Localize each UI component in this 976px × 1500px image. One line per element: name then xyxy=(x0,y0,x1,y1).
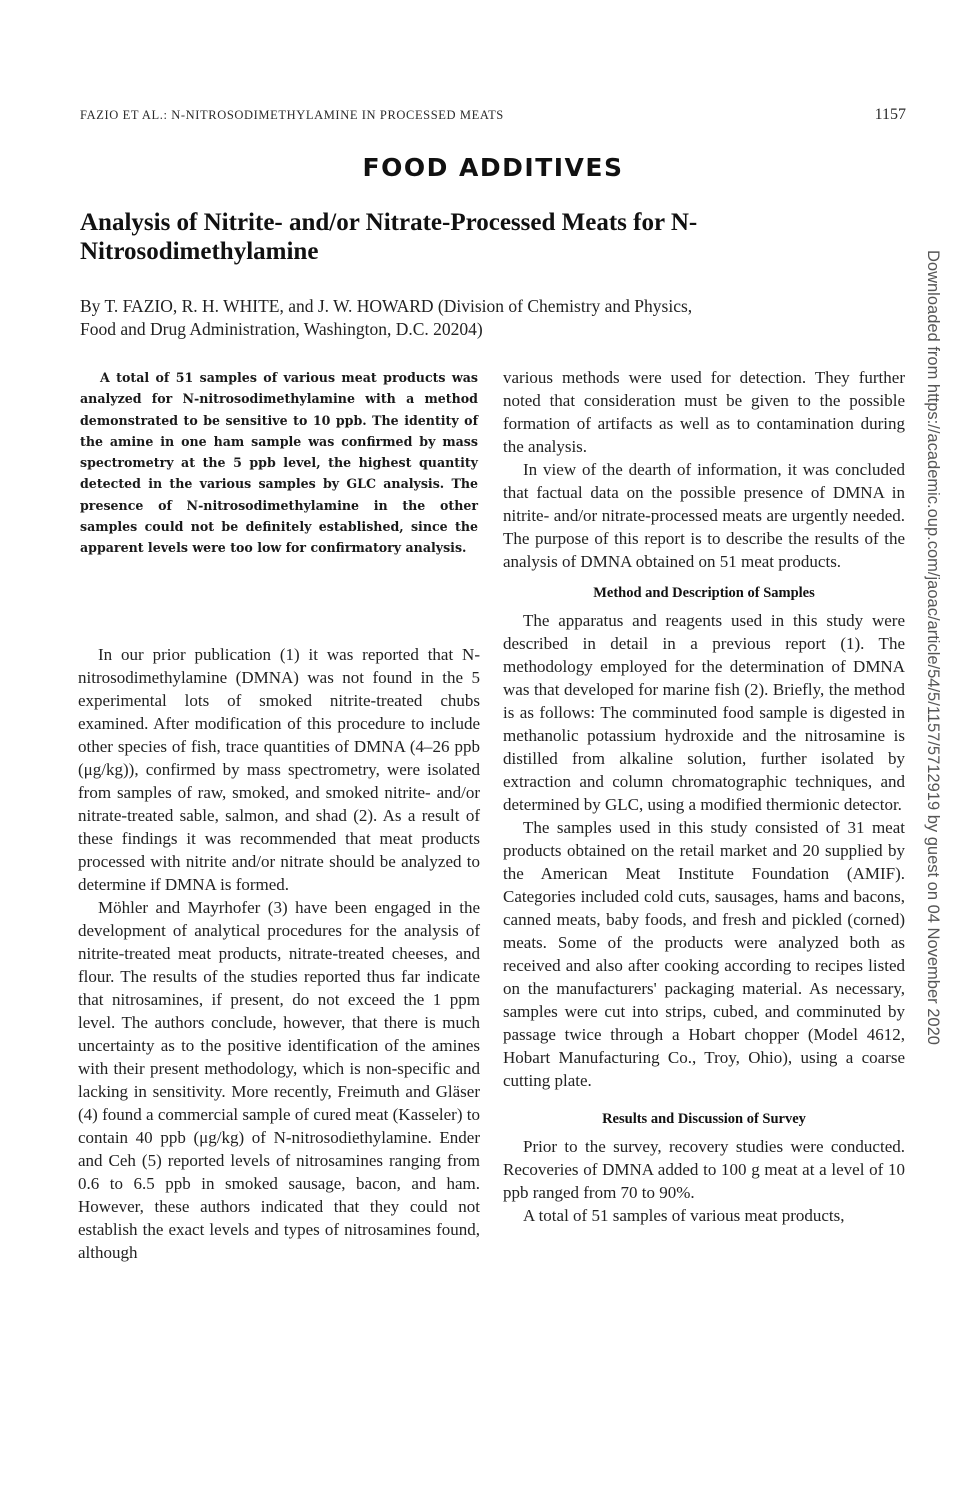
paragraph: In our prior publication (1) it was reported that N-nitrosodimethylamine (DMNA) was not found in the 5 experimental lots of smoked nitrite-treated chubs examined. After modification of this procedure to include other species of fish, trace quantities of DMNA (4–26 ppb (μg/kg)), confirmed by mass spectrometry, were isolated from samples of raw, smoked, and smoked nitrite- and/or nitrate-treated sable, salmon, and shad (2). As a result of these findings it was recommended that meat products processed with nitrite and/or nitrate should be analyzed to determine if DMNA is formed. xyxy=(78,645,480,894)
running-head-text: FAZIO ET AL.: N-NITROSODIMETHYLAMINE IN PROCESSED MEATS xyxy=(80,108,504,122)
left-column xyxy=(78,643,480,1264)
paragraph: A total of 51 samples of various meat products, xyxy=(523,1206,845,1225)
paragraph: various methods were used for detection. They further noted that consideration must be given to the possible formation of artifacts as well as to contamination during the analysis. xyxy=(503,368,905,456)
paragraph: The samples used in this study consisted of 31 meat products obtained on the retail market and 20 supplied by the American Meat Institute Foundation (AMIF). Categories included cold cuts, sausages, hams and bacons, canned meats, baby foods, and fresh and pickled (corned) meats. Some of the products were analyzed both as received and also after cooking according to recipes listed on the manufacturers' packaging material. As necessary, samples were cut into strips, cubed, and comminuted by passage twice through a Hobart chopper (Model 4612, Hobart Manufacturing Co., Troy, Ohio), using a coarse cutting plate. xyxy=(503,818,905,1090)
paragraph: The apparatus and reagents used in this study were described in detail in a previous report (1). The methodology employed for the determination of DMNA was that developed for marine fish (2). Briefly, the method is as follows: The comminuted food sample is digested in methanolic potassium hydroxide and the nitrosamine is distilled from alkaline solution, further isolated by extraction and column chromatographic techniques, and determined by GLC, using a modified thermionic detector. xyxy=(503,611,905,814)
section-heading: FOOD ADDITIVES xyxy=(362,153,624,182)
paragraph: In view of the dearth of information, it was concluded that factual data on the possible presence of DMNA in nitrite- and/or nitrate-processed meats are urgently needed. The purpose of this report is to describe the results of the analysis of DMNA obtained on 51 meat products. xyxy=(503,460,905,571)
byline-affiliation: Food and Drug Administration, Washington, D.C. 20204) xyxy=(80,319,483,339)
subheading-results: Results and Discussion of Survey xyxy=(602,1111,806,1127)
running-head xyxy=(80,108,906,123)
byline xyxy=(80,295,880,341)
page-number: 1157 xyxy=(874,106,906,123)
subheading-method: Method and Description of Samples xyxy=(593,585,815,601)
download-watermark: Downloaded from https://academic.oup.com/jaoac/article/54/5/1157/5712919 by guest on 04 November 2020 xyxy=(924,250,942,1045)
paragraph: Möhler and Mayrhofer (3) have been engaged in the development of analytical procedures for the analysis of nitrite-treated meat products, nitrate-treated cheeses, and flour. The results of the studies reported thus far indicate that nitrosamines, if present, do not exceed the 1 ppm level. The authors conclude, however, that there is much uncertainty as to the positive identification of the amines with their present methodology, which is non-specific and lacking in sensitivity. More recently, Freimuth and Gläser (4) found a commercial sample of cured meat (Kasseler) to contain 40 ppb (μg/kg) of N-nitrosodiethylamine. Ender and Ceh (5) reported levels of nitrosamines ranging from 0.6 to 6.5 ppb in smoked sausage, bacon, and ham. However, these authors indicated that they could not establish the exact levels and types of nitrosamines found, although xyxy=(78,898,480,1262)
right-column xyxy=(503,366,905,1227)
abstract: A total of 51 samples of various meat products was analyzed for N-nitrosodimethylamine with a method demonstrated to be sensitive to 10 ppb. The identity of the amine in one ham sample was confirmed by mass spectrometry at the 5 ppb level, the highest quantity detected in the various samples by GLC analysis. The presence of N-nitrosodimethylamine in the other samples could not be definitely established, since the apparent levels were too low for confirmatory analysis. xyxy=(80,370,478,556)
paragraph: Prior to the survey, recovery studies were conducted. Recoveries of DMNA added to 100 g meat at a level of 10 ppb ranged from 70 to 90%. xyxy=(503,1137,905,1202)
byline-authors: By T. FAZIO, R. H. WHITE, and J. W. HOWARD (Division of Chemistry and Physics, xyxy=(80,296,693,316)
article-title: Analysis of Nitrite- and/or Nitrate-Processed Meats for N-Nitrosodimethylamine xyxy=(80,209,698,265)
